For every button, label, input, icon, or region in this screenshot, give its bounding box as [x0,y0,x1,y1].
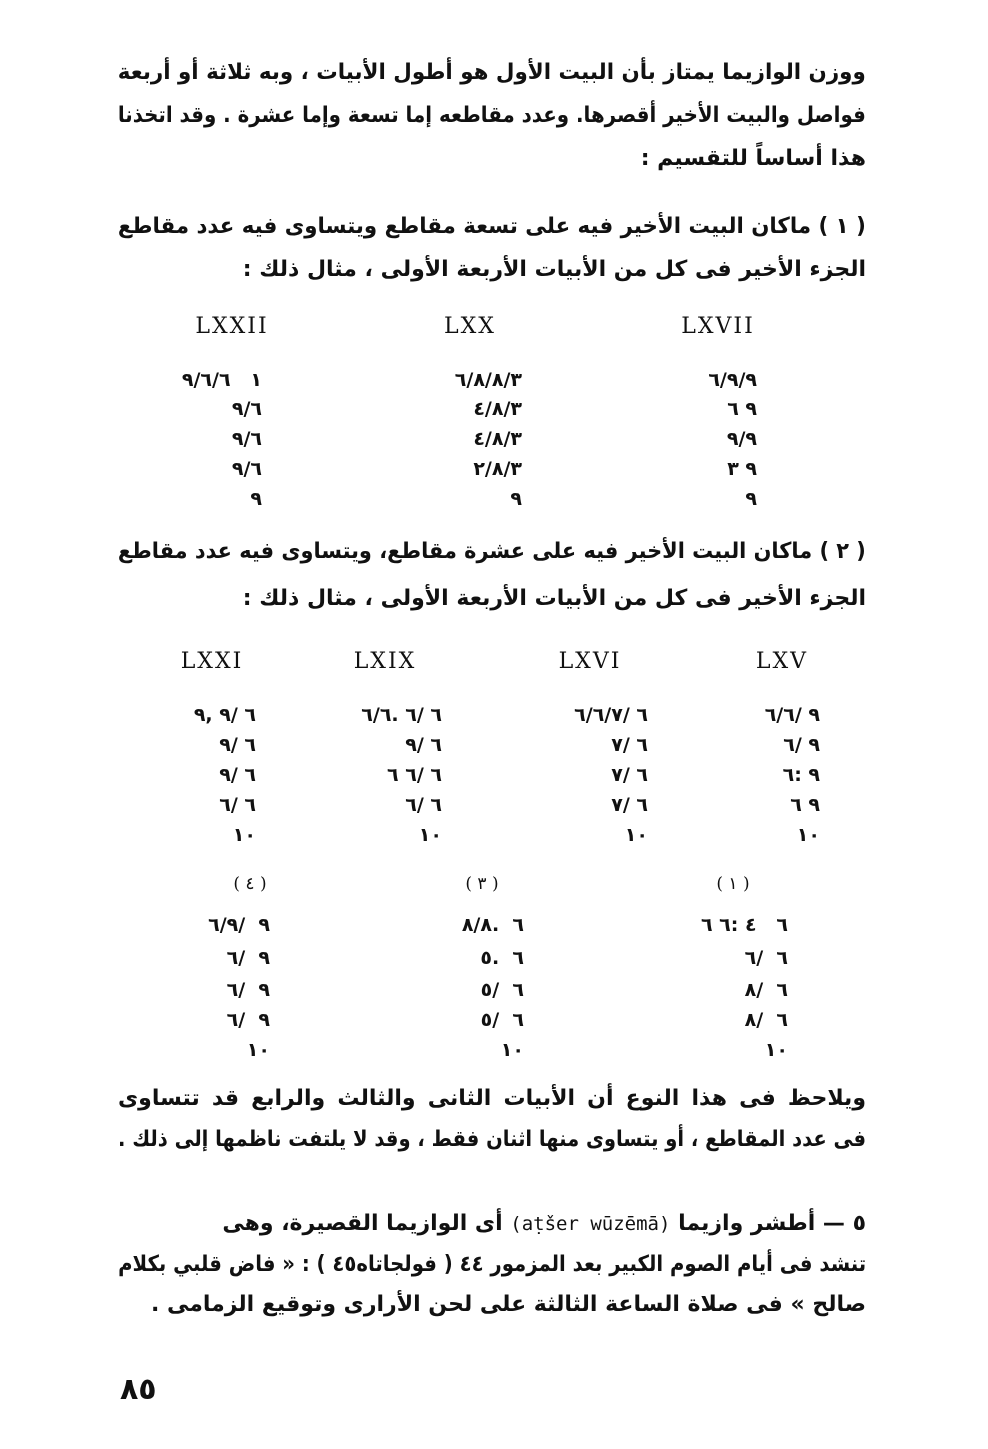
column-header: LXX [444,314,496,339]
syllable-count-cell: ٩/٦ [231,428,262,450]
text-line: صالح » فى صلاة الساعة الثالثة على لحن الأرارى وتوقيع الزمامى . [150,1292,866,1317]
syllable-count-cell: ٥. ٦ [480,947,524,969]
syllable-count-cell: ٦ ٦/ ٦ [387,764,442,786]
text-line: فى عدد المقاطع ، أو يتساوى منها اثنان فقط ، وقد لا يلتفت ناظمها إلى ذلك . [118,1127,866,1152]
column-header: LXVI [558,649,622,674]
syllable-count-cell: ٦/٩/ ٩ [208,914,270,936]
syllable-count-cell: ١٠ [500,1039,524,1061]
syllable-count-cell: ٦/ ٦ [405,794,442,816]
syllable-count-cell: ٦ ٦: ٤ ٦ [700,914,788,936]
transliteration: (aṭšer wūzēmā) [510,1213,671,1235]
syllable-count-cell: ٦: ٩ [782,764,820,786]
syllable-count-cell: ٦/ ٦ [744,947,788,969]
syllable-count-cell: ٩/٩ [726,428,757,450]
column-header: LXXII [195,314,269,339]
text-line: ( ٢ ) ماكان البيت الأخير فيه على عشرة مقاطع، ويتساوى فيه عدد مقاطع [118,539,866,564]
text-line: الجزء الأخير فى كل من الأبيات الأربعة الأولى ، مثال ذلك : [242,586,866,611]
syllable-count-cell: ٦/٦/٧/ ٦ [574,704,648,726]
syllable-count-cell: ١٠ [796,824,820,846]
syllable-count-cell: ١٠ [246,1039,270,1061]
syllable-count-cell: ٤/٨/٣ [473,428,522,450]
syllable-count-cell: ٣ ٩ [727,458,757,480]
column-header: LXIX [353,649,417,674]
syllable-count-cell: ١٠ [418,824,442,846]
syllable-count-cell: ٦/ ٩ [226,1009,270,1031]
syllable-count-cell: ٨/ ٦ [744,1009,788,1031]
syllable-count-cell: ٤/٨/٣ [473,398,522,420]
text-line: ويلاحظ فى هذا النوع أن الأبيات الثانى والثالث والرابع قد تتساوى [118,1086,866,1111]
text-line: ووزن الوازيما يمتاز بأن البيت الأول هو أطول الأبيات ، وبه ثلاثة أو أربعة [118,60,866,85]
syllable-count-cell: ١٠ [624,824,648,846]
syllable-count-cell: ٧/ ٦ [611,734,648,756]
text-segment: ٥ — أطشر وازيما [678,1211,866,1236]
syllable-count-cell: ٦/ ٩ [226,947,270,969]
text-line [118,1209,866,1239]
syllable-count-cell: ٩/٦ [231,458,262,480]
syllable-count-cell: ٩/٦ [231,398,262,420]
column-header: ( ٣ ) [465,874,499,894]
syllable-count-cell: ٩/ ٦ [219,734,256,756]
syllable-count-cell: ٩ [250,488,262,510]
syllable-count-cell: ١٠ [232,824,256,846]
column-header: ( ٤ ) [233,874,267,894]
column-header: LXVII [681,314,755,339]
syllable-count-cell: ٩ [745,488,757,510]
syllable-count-cell: ٧/ ٦ [611,794,648,816]
syllable-count-cell: ٦/٨/٨/٣ [454,369,522,391]
text-line: تنشد فى أيام الصوم الكبير بعد المزمور ٤٤ ( فولجاتاه٤٥ ) : « فاض قلبي بكلام [118,1252,866,1277]
syllable-count-cell: ٨/٨. ٦ [461,914,524,936]
syllable-count-cell: ٦/ ٩ [783,734,820,756]
syllable-count-cell: ٩/ ٦ [405,734,442,756]
syllable-count-cell: ٦ ٩ [727,398,757,420]
text-line: فواصل والبيت الأخير أقصرها. وعدد مقاطعه إما تسعة وإما عشرة . وقد اتخذنا [118,103,866,128]
column-header: LXXI [180,649,244,674]
syllable-count-cell: ٥/ ٦ [480,1009,524,1031]
syllable-count-cell: ٦/٦/ ٩ [764,704,820,726]
syllable-count-cell: ٥/ ٦ [480,979,524,1001]
text-line: ( ١ ) ماكان البيت الأخير فيه على تسعة مقاطع ويتساوى فيه عدد مقاطع [118,214,866,239]
syllable-count-cell: ٦/٦. ٦/ ٦ [361,704,442,726]
syllable-count-cell: ٩ [510,488,522,510]
column-header: LXV [755,649,809,674]
syllable-count-cell: ١٠ [764,1039,788,1061]
syllable-count-cell: ٢/٨/٣ [473,458,522,480]
syllable-count-cell: ٦/ ٩ [226,979,270,1001]
syllable-count-cell: ٦ ٩ [790,794,820,816]
syllable-count-cell: ٩/٦/٦ ١ [181,369,262,391]
syllable-count-cell: ٦/٩/٩ [708,369,757,391]
text-line: الجزء الأخير فى كل من الأبيات الأربعة الأولى ، مثال ذلك : [242,257,866,282]
syllable-count-cell: ٦/ ٦ [219,794,256,816]
text-segment: أى الوازيما القصيرة، وهى [222,1211,503,1236]
column-header: ( ١ ) [716,874,750,894]
syllable-count-cell: ٩, ٩/ ٦ [193,704,256,726]
syllable-count-cell: ٨/ ٦ [744,979,788,1001]
page-number: ٨٥ [120,1372,157,1407]
syllable-count-cell: ٧/ ٦ [611,764,648,786]
text-line: هذا أساساً للتقسيم : [640,146,866,171]
syllable-count-cell: ٩/ ٦ [219,764,256,786]
